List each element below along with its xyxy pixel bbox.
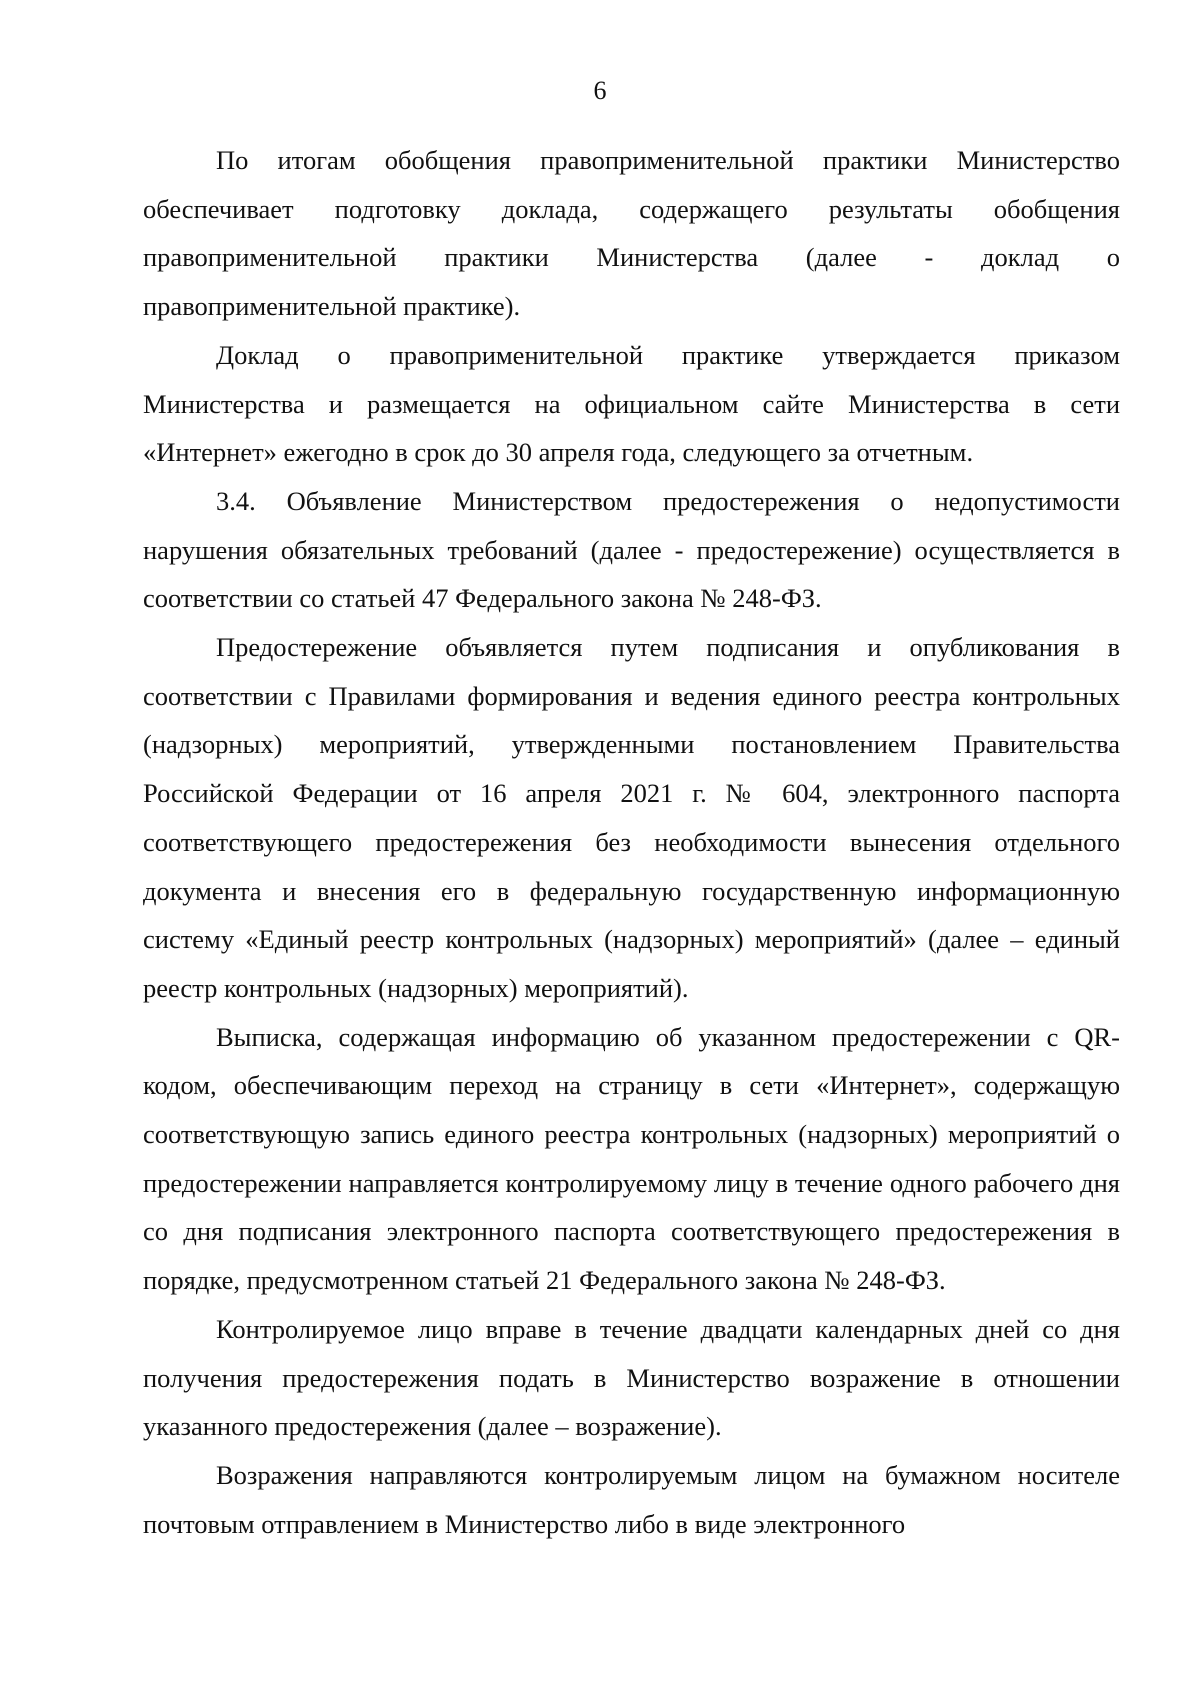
paragraph-warning-announcement: 3.4. Объявление Министерством предостережения о недопустимости нарушения обязательных требований (далее - предостережение) осуществляется в соответствии со статьей 47 Федерального закона № 248-ФЗ. xyxy=(143,485,1120,614)
paragraph-objection-submission: Возражения направляются контролируемым лицом на бумажном носителе почтовым отправлением в Министерство либо в виде электронного xyxy=(143,1459,1120,1539)
paragraph-report-approval: Доклад о правоприменительной практике утверждается приказом Министерства и размещается на официальном сайте Министерства в сети «Интернет» ежегодно в срок до 30 апреля года, следующего за отчетным. xyxy=(143,339,1120,468)
document-body xyxy=(143,136,1120,1548)
paragraph-warning-procedure: Предостережение объявляется путем подписания и опубликования в соответствии с Правилами формирования и ведения единого реестра контрольных (надзорных) мероприятий, утвержденными постановлением Правительства Российской Федерации от 16 апреля 2021 г. № 604, электронного паспорта соответствующего предостережения без необходимости вынесения отдельного документа и внесения его в федеральную государственную информационную систему «Единый реестр контрольных (надзорных) мероприятий» (далее – единый реестр контрольных (надзорных) мероприятий). xyxy=(143,632,1120,1003)
paragraph-extract-qr: Выписка, содержащая информацию об указанном предостережении с QR-кодом, обеспечивающим переход на страницу в сети «Интернет», содержащую соответствующую запись единого реестра контрольных (надзорных) мероприятий о предостережении направляется контролируемому лицу в течение одного рабочего дня со дня подписания электронного паспорта соответствующего предостережения в порядке, предусмотренном статьей 21 Федерального закона № 248-ФЗ. xyxy=(143,1021,1120,1296)
paragraph-report-summary: По итогам обобщения правоприменительной практики Министерство обеспечивает подготовку доклада, содержащего результаты обобщения правоприменительной практики Министерства (далее - доклад о правоприменительной практике). xyxy=(143,145,1120,322)
page-number: 6 xyxy=(593,76,607,105)
paragraph-objection-right: Контролируемое лицо вправе в течение двадцати календарных дней со дня получения предостережения подать в Министерство возражение в отношении указанного предостережения (далее – возражение). xyxy=(143,1313,1120,1442)
